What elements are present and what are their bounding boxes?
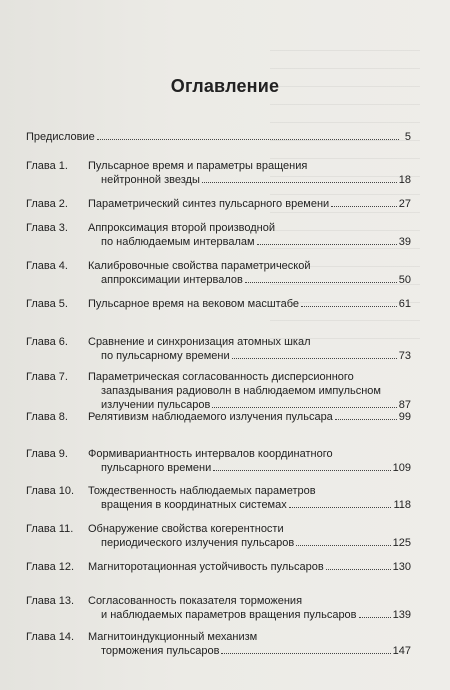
leader-dots bbox=[221, 644, 390, 654]
leader-dots bbox=[97, 130, 399, 140]
toc-entry-title: по наблюдаемым интервалам bbox=[101, 236, 255, 248]
toc-page-number: 27 bbox=[398, 198, 411, 210]
leader-dots bbox=[213, 461, 390, 471]
toc-entry-title: Параметрическая согласованность дисперсионного bbox=[88, 371, 354, 383]
toc-entry-title: Тождественность наблюдаемых параметров bbox=[88, 485, 316, 497]
toc-page-number: 18 bbox=[398, 174, 411, 186]
toc-line bbox=[88, 235, 411, 249]
toc-entry-text bbox=[88, 630, 411, 658]
toc-entry-text bbox=[88, 335, 411, 363]
toc-line bbox=[88, 594, 411, 608]
toc-page-number: 118 bbox=[393, 499, 411, 511]
toc-entry-text bbox=[88, 410, 411, 424]
chapter-label: Глава 8. bbox=[26, 411, 68, 423]
toc-line bbox=[88, 197, 411, 211]
toc-entry-title: пульсарного времени bbox=[101, 462, 212, 474]
leader-dots bbox=[331, 197, 397, 207]
toc-entry-text bbox=[88, 221, 411, 249]
toc-entry-title: вращения в координатных системах bbox=[101, 499, 287, 511]
toc-entry-title: Релятивизм наблюдаемого излучения пульсара bbox=[88, 411, 333, 423]
toc-page-number: 61 bbox=[398, 298, 411, 310]
toc-entry-title: Согласованность показателя торможения bbox=[88, 595, 303, 607]
leader-dots bbox=[245, 273, 397, 283]
toc-entry-text bbox=[88, 197, 411, 211]
toc-line bbox=[88, 644, 411, 658]
toc-line bbox=[88, 384, 411, 398]
toc-entry-title: Магниторотационная устойчивость пульсаров bbox=[88, 561, 324, 573]
toc-entry-text bbox=[88, 370, 411, 412]
chapter-label: Глава 3. bbox=[26, 222, 68, 234]
toc-line bbox=[88, 447, 411, 461]
chapter-label: Глава 13. bbox=[26, 595, 75, 607]
toc-line bbox=[88, 297, 411, 311]
toc-page-number: 73 bbox=[398, 350, 411, 362]
toc-entry-title: Обнаружение свойства когерентности bbox=[88, 523, 284, 535]
chapter-label: Глава 5. bbox=[26, 298, 68, 310]
leader-dots bbox=[296, 536, 390, 546]
leader-dots bbox=[212, 398, 396, 408]
toc-entry-title: Калибровочные свойства параметрической bbox=[88, 260, 311, 272]
chapter-label: Глава 4. bbox=[26, 260, 68, 272]
toc-page-number: 139 bbox=[392, 609, 411, 621]
toc-line bbox=[88, 536, 411, 550]
toc-entry-title: торможения пульсаров bbox=[101, 645, 220, 657]
chapter-label: Глава 12. bbox=[26, 561, 75, 573]
leader-dots bbox=[232, 349, 397, 359]
leader-dots bbox=[202, 173, 397, 183]
toc-entry-title: Предисловие bbox=[26, 131, 95, 143]
chapter-label: Глава 1. bbox=[26, 160, 68, 172]
toc-entry-text bbox=[26, 130, 411, 144]
toc-page-number: 109 bbox=[392, 462, 411, 474]
toc-entry-title: Формивариантность интервалов координатного bbox=[88, 448, 333, 460]
toc-entry-text bbox=[88, 522, 411, 550]
leader-dots bbox=[359, 608, 391, 618]
chapter-label: Глава 11. bbox=[26, 523, 74, 535]
toc-line bbox=[88, 370, 411, 384]
toc-entry-title: излучении пульсаров bbox=[101, 399, 211, 411]
toc-entry-title: Сравнение и синхронизация атомных шкал bbox=[88, 336, 311, 348]
leader-dots bbox=[326, 560, 391, 570]
toc-page-number: 50 bbox=[398, 274, 411, 286]
toc-page-number: 99 bbox=[398, 411, 411, 423]
toc-entry-title: периодического излучения пульсаров bbox=[101, 537, 295, 549]
toc-line bbox=[88, 335, 411, 349]
toc-entry-text bbox=[88, 484, 411, 512]
toc-page-number: 87 bbox=[398, 399, 411, 411]
toc-entry-title: и наблюдаемых параметров вращения пульсаров bbox=[101, 609, 357, 621]
toc-entry-text bbox=[88, 594, 411, 622]
toc-entry-text bbox=[88, 297, 411, 311]
chapter-label: Глава 6. bbox=[26, 336, 68, 348]
toc-entry-title: Пульсарное время на вековом масштабе bbox=[88, 298, 299, 310]
toc-entry-text bbox=[88, 259, 411, 287]
page-title: Оглавление bbox=[170, 76, 280, 96]
toc-entry-title: Параметрический синтез пульсарного времени bbox=[88, 198, 330, 210]
toc-page-number: 147 bbox=[392, 645, 411, 657]
toc-entry-title: Аппроксимация второй производной bbox=[88, 222, 276, 234]
toc-line bbox=[88, 522, 411, 536]
toc-line bbox=[26, 130, 411, 144]
leader-dots bbox=[289, 498, 392, 508]
chapter-label: Глава 7. bbox=[26, 371, 68, 383]
toc-entry-text bbox=[88, 159, 411, 187]
toc-entry-text bbox=[88, 560, 411, 574]
toc-entry-title: по пульсарному времени bbox=[101, 350, 230, 362]
toc-line bbox=[88, 273, 411, 287]
toc-line bbox=[88, 461, 411, 475]
toc-page-number: 125 bbox=[392, 537, 411, 549]
toc-line bbox=[88, 173, 411, 187]
chapter-label: Глава 9. bbox=[26, 448, 68, 460]
toc-entry-title: запаздывания радиоволн в наблюдаемом импульсном bbox=[101, 385, 381, 397]
chapter-label: Глава 10. bbox=[26, 485, 75, 497]
chapter-label: Глава 14. bbox=[26, 631, 75, 643]
toc-line bbox=[88, 498, 411, 512]
toc-entry-title: нейтронной звезды bbox=[101, 174, 200, 186]
leader-dots bbox=[301, 297, 397, 307]
chapter-label: Глава 2. bbox=[26, 198, 68, 210]
toc-line bbox=[88, 608, 411, 622]
toc-page-number: 130 bbox=[392, 561, 411, 573]
leader-dots bbox=[257, 235, 397, 245]
toc-line bbox=[88, 410, 411, 424]
toc-line bbox=[88, 484, 411, 498]
toc-page-number: 5 bbox=[404, 131, 411, 143]
toc-line bbox=[88, 560, 411, 574]
toc-entry-text bbox=[88, 447, 411, 475]
toc-line bbox=[88, 259, 411, 273]
toc-line bbox=[88, 349, 411, 363]
toc-line bbox=[88, 159, 411, 173]
toc-entry-title: Магнитоиндукционный механизм bbox=[88, 631, 258, 643]
toc-entry-title: аппроксимации интервалов bbox=[101, 274, 243, 286]
toc-line bbox=[88, 630, 411, 644]
toc-entry-title: Пульсарное время и параметры вращения bbox=[88, 160, 308, 172]
toc-page-number: 39 bbox=[398, 236, 411, 248]
toc-line bbox=[88, 221, 411, 235]
leader-dots bbox=[335, 410, 397, 420]
